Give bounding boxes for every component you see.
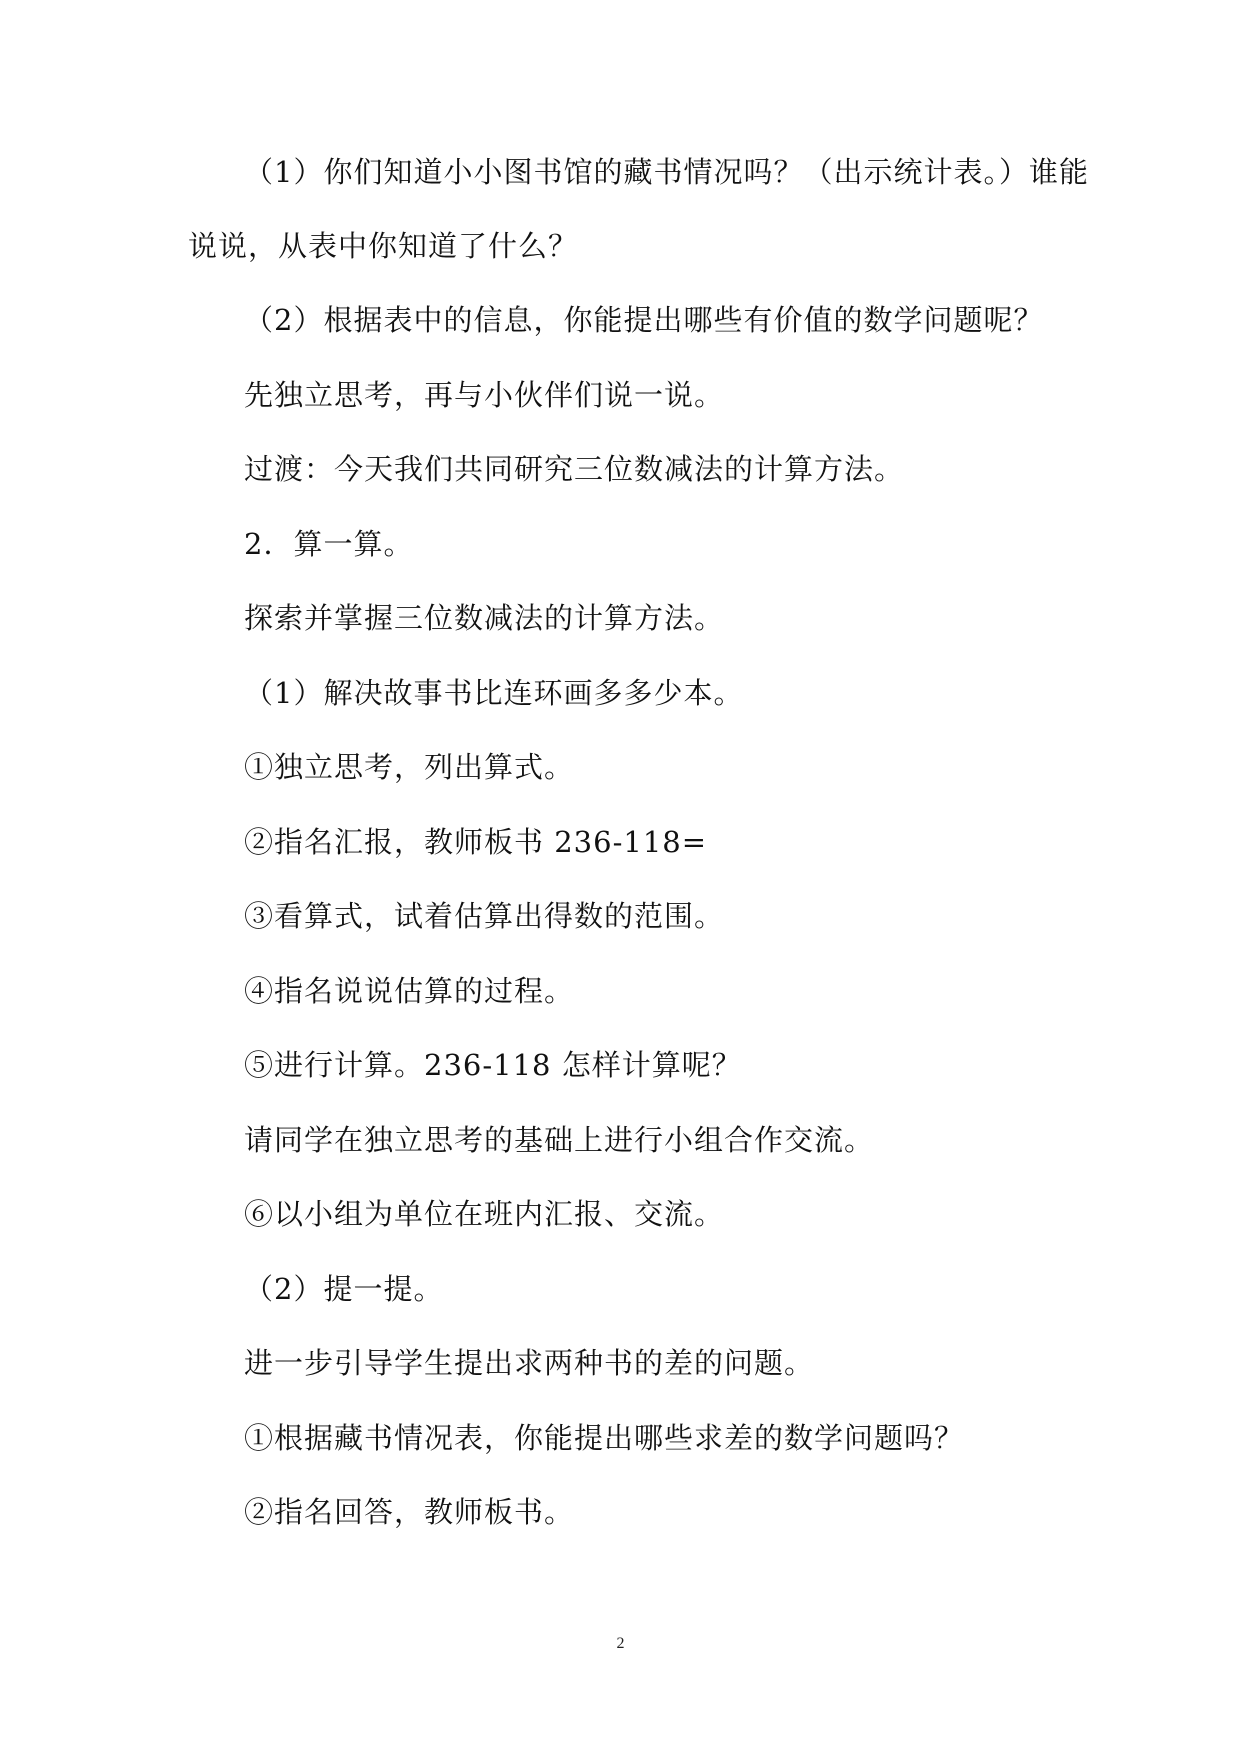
section-heading: 2．算一算。 (244, 527, 414, 561)
paragraph-line: 请同学在独立思考的基础上进行小组合作交流。 (244, 1123, 875, 1157)
paragraph-line: ①根据藏书情况表，你能提出哪些求差的数学问题吗？ (244, 1421, 965, 1455)
paragraph-line: ②指名汇报，教师板书 236-118= (244, 825, 708, 859)
page-number: 2 (616, 1635, 625, 1652)
paragraph-line: 探索并掌握三位数减法的计算方法。 (244, 601, 725, 635)
paragraph-line: ④指名说说估算的过程。 (244, 974, 575, 1008)
paragraph-line: （1）解决故事书比连环画多多少本。 (244, 676, 744, 710)
paragraph-line: 说说，从表中你知道了什么？ (188, 229, 579, 263)
paragraph-line: ⑥以小组为单位在班内汇报、交流。 (244, 1197, 725, 1231)
paragraph-line: ⑤进行计算。236-118 怎样计算呢？ (244, 1048, 742, 1082)
paragraph-line: 先独立思考，再与小伙伴们说一说。 (244, 378, 725, 412)
paragraph-line: ①独立思考，列出算式。 (244, 750, 575, 784)
paragraph-line: ③看算式，试着估算出得数的范围。 (244, 899, 725, 933)
paragraph-line: 进一步引导学生提出求两种书的差的问题。 (244, 1346, 815, 1380)
paragraph-line: （2）提一提。 (244, 1272, 444, 1306)
paragraph-line: 过渡：今天我们共同研究三位数减法的计算方法。 (244, 452, 905, 486)
paragraph-line: ②指名回答，教师板书。 (244, 1495, 575, 1529)
paragraph-line: （2）根据表中的信息，你能提出哪些有价值的数学问题呢？ (244, 303, 1044, 337)
paragraph-line: （1）你们知道小小图书馆的藏书情况吗？（出示统计表。）谁能 (244, 155, 1089, 189)
